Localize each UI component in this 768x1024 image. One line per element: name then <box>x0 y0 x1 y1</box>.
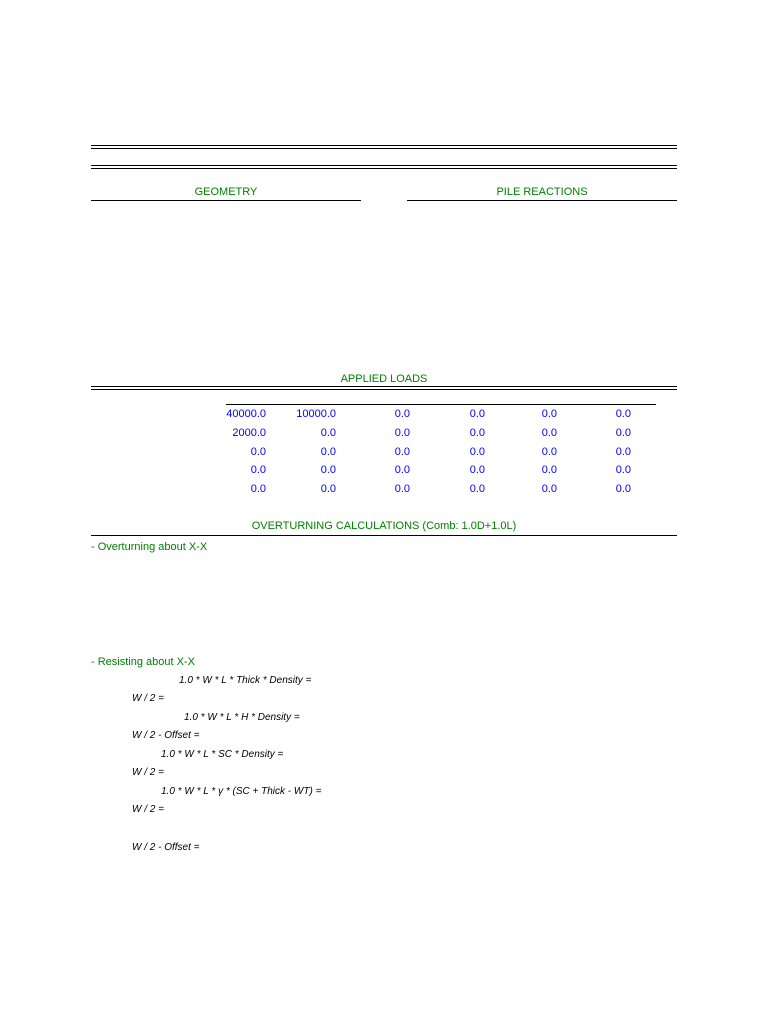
load-cell: 0.0 <box>469 483 485 496</box>
load-cell: 0.0 <box>394 408 410 420</box>
applied-loads-rule-2 <box>91 389 677 390</box>
load-cell: 0.0 <box>469 408 485 420</box>
geometry-underline <box>91 200 361 201</box>
resisting-arm-3: W / 2 = <box>132 767 164 778</box>
resisting-xx-label: - Resisting about X-X <box>91 656 195 668</box>
load-cell: 0.0 <box>469 464 485 477</box>
load-cell: 0.0 <box>394 483 410 496</box>
top-rule-4 <box>91 168 677 169</box>
resisting-arm-2: W / 2 - Offset = <box>132 730 200 741</box>
load-cell: 0.0 <box>320 426 336 439</box>
load-cell: 0.0 <box>250 464 266 477</box>
table-row <box>226 427 656 446</box>
load-cell: 0.0 <box>615 445 631 458</box>
load-cell: 0.0 <box>250 445 266 458</box>
load-cell: 2000.0 <box>232 426 266 439</box>
load-cell: 0.0 <box>394 426 410 439</box>
resisting-formula-gamma: 1.0 * W * L * γ * (SC + Thick - WT) = <box>161 786 322 797</box>
load-cell: 0.0 <box>615 408 631 420</box>
load-cell: 10000.0 <box>296 408 336 420</box>
load-cell: 0.0 <box>541 483 557 496</box>
load-cell: 0.0 <box>469 445 485 458</box>
load-cell: 0.0 <box>394 445 410 458</box>
table-row <box>226 464 656 483</box>
load-cell: 0.0 <box>320 445 336 458</box>
top-rule-1 <box>91 145 677 146</box>
load-cell: 0.0 <box>615 483 631 496</box>
load-cell: 0.0 <box>320 464 336 477</box>
load-cell: 0.0 <box>394 464 410 477</box>
resisting-formula-sc: 1.0 * W * L * SC * Density = <box>161 749 284 760</box>
applied-loads-heading: APPLIED LOADS <box>340 373 428 385</box>
load-cell: 0.0 <box>615 426 631 439</box>
top-rule-3 <box>91 165 677 166</box>
table-row <box>226 408 656 427</box>
load-cell: 0.0 <box>320 483 336 496</box>
resisting-arm-1: W / 2 = <box>132 693 164 704</box>
resisting-formula-h: 1.0 * W * L * H * Density = <box>184 712 300 723</box>
resisting-arm-4: W / 2 = <box>132 804 164 815</box>
load-cell: 0.0 <box>250 483 266 496</box>
table-row <box>226 446 656 465</box>
applied-loads-table-rule <box>226 404 656 405</box>
applied-loads-table <box>226 408 656 502</box>
load-cell: 0.0 <box>615 464 631 477</box>
applied-loads-rule-1 <box>91 386 677 387</box>
load-cell: 0.0 <box>541 408 557 420</box>
overturning-rule <box>91 535 677 536</box>
load-cell: 0.0 <box>469 426 485 439</box>
pile-reactions-heading: PILE REACTIONS <box>496 186 588 198</box>
load-cell: 0.0 <box>541 464 557 477</box>
overturning-xx-label: - Overturning about X-X <box>91 541 208 553</box>
resisting-arm-5: W / 2 - Offset = <box>132 842 200 853</box>
load-cell: 0.0 <box>541 426 557 439</box>
load-cell: 40000.0 <box>226 408 266 420</box>
overturning-heading: OVERTURNING CALCULATIONS (Comb: 1.0D+1.0L) <box>251 520 517 532</box>
table-row <box>226 483 656 502</box>
resisting-formula-thick: 1.0 * W * L * Thick * Density = <box>179 675 312 686</box>
geometry-heading: GEOMETRY <box>194 186 258 198</box>
top-rule-2 <box>91 148 677 149</box>
load-cell: 0.0 <box>541 445 557 458</box>
pile-reactions-underline <box>407 200 677 201</box>
